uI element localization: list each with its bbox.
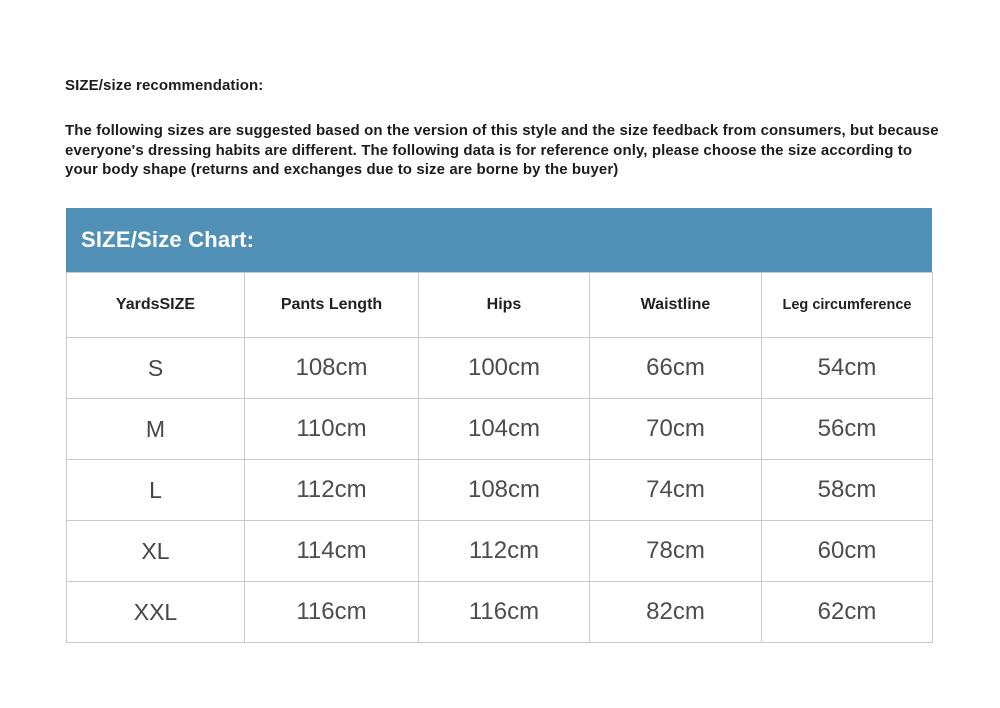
- size-chart-title-bar: [66, 208, 932, 272]
- measurement-cell: 74cm: [590, 460, 762, 521]
- measurement-cell: 70cm: [590, 399, 762, 460]
- measurement-cell: 66cm: [590, 338, 762, 399]
- column-header-leg-circumference: Leg circumference: [762, 273, 933, 338]
- measurement-cell: 54cm: [762, 338, 933, 399]
- column-header-waistline: Waistline: [590, 273, 762, 338]
- column-header-pants-length: Pants Length: [245, 273, 419, 338]
- measurement-cell: 58cm: [762, 460, 933, 521]
- measurement-cell: 62cm: [762, 582, 933, 643]
- measurement-cell: 116cm: [245, 582, 419, 643]
- size-recommendation-title: SIZE/size recommendation:: [65, 77, 264, 94]
- column-header-hips: Hips: [419, 273, 590, 338]
- measurement-cell: 82cm: [590, 582, 762, 643]
- size-cell: XXL: [67, 582, 245, 643]
- table-row-s: [67, 338, 933, 399]
- size-cell: XL: [67, 521, 245, 582]
- size-cell: L: [67, 460, 245, 521]
- table-row-xxl: [67, 582, 933, 643]
- column-header-size: YardsSIZE: [67, 273, 245, 338]
- measurement-cell: 60cm: [762, 521, 933, 582]
- measurement-cell: 108cm: [245, 338, 419, 399]
- size-cell: M: [67, 399, 245, 460]
- table-header-row: [67, 273, 933, 338]
- measurement-cell: 112cm: [419, 521, 590, 582]
- measurement-cell: 104cm: [419, 399, 590, 460]
- size-chart-table: [66, 272, 933, 643]
- size-cell: S: [67, 338, 245, 399]
- measurement-cell: 110cm: [245, 399, 419, 460]
- size-chart-title: SIZE/Size Chart:: [81, 227, 255, 252]
- table-row-xl: [67, 521, 933, 582]
- size-recommendation-text: The following sizes are suggested based on the version of this style and the size feedback from consumers, but because everyone's dressing habits are different. The following data is for reference only, please choose the size according to your body shape (returns and exchanges due to size are borne by the buyer): [65, 122, 939, 178]
- measurement-cell: 100cm: [419, 338, 590, 399]
- measurement-cell: 56cm: [762, 399, 933, 460]
- table-row-m: [67, 399, 933, 460]
- measurement-cell: 116cm: [419, 582, 590, 643]
- measurement-cell: 114cm: [245, 521, 419, 582]
- measurement-cell: 108cm: [419, 460, 590, 521]
- measurement-cell: 112cm: [245, 460, 419, 521]
- table-row-l: [67, 460, 933, 521]
- measurement-cell: 78cm: [590, 521, 762, 582]
